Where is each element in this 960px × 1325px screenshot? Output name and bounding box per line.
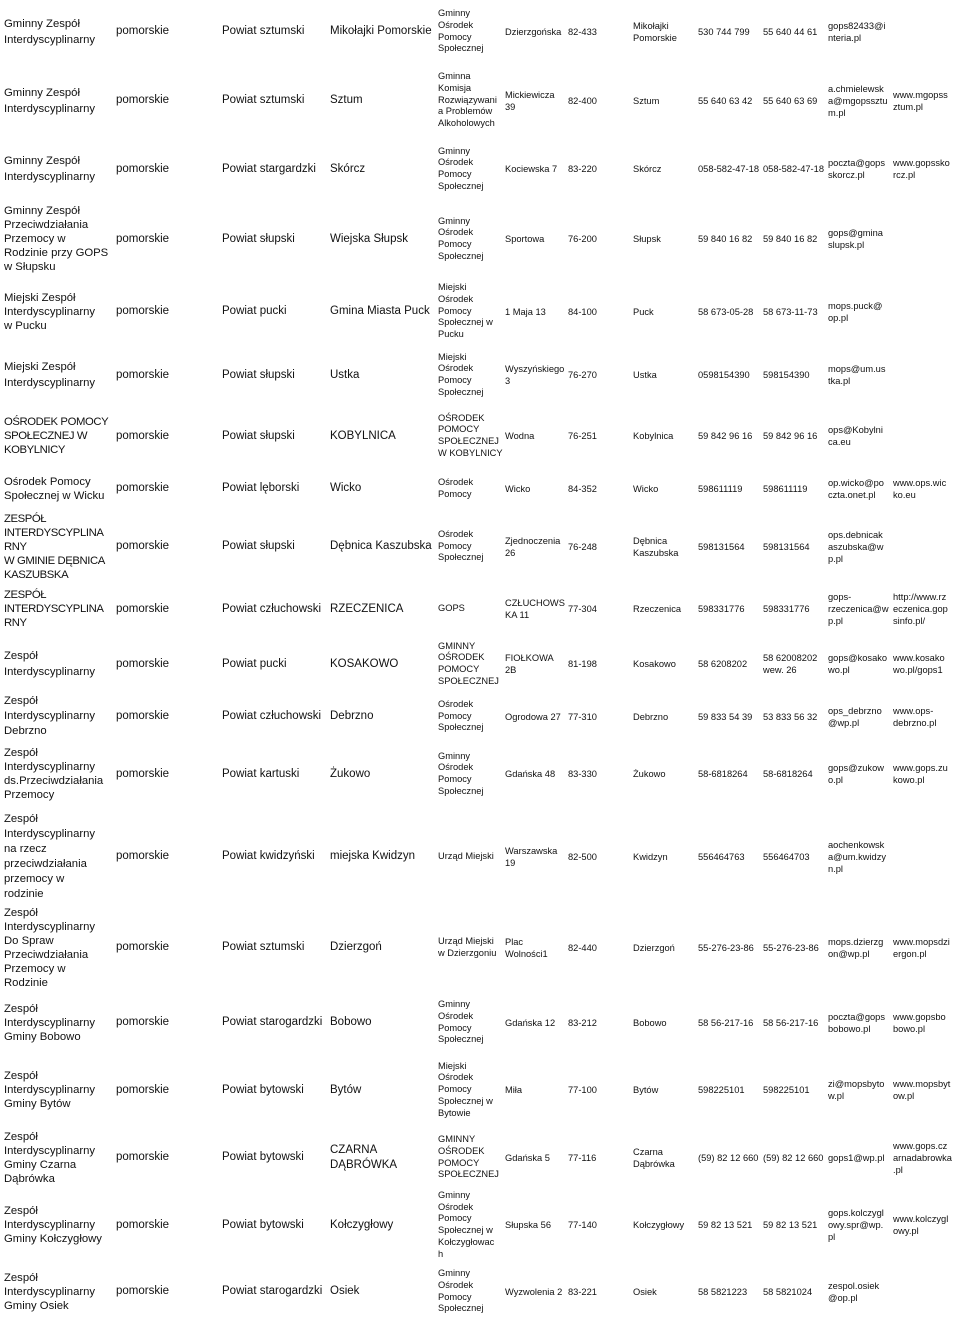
fax-cell: (59) 82 12 660: [763, 1152, 824, 1163]
postal-code-cell: 82-400: [568, 95, 597, 106]
institution-cell: Gminny Ośrodek Pomocy Społecznej w Kołczygłowac h: [438, 1190, 495, 1259]
voivodeship-cell: pomorskie: [116, 25, 170, 37]
phone-cell: 556464763: [698, 851, 745, 862]
phone-cell: 58 6208202: [698, 659, 748, 669]
email-cell: zi@mopsbyto w.pl: [828, 1079, 885, 1101]
city-cell: Dzierzgoń: [633, 942, 675, 953]
municipality-cell: Dzierzgoń: [330, 941, 382, 953]
municipality-cell: Ustka: [330, 368, 360, 381]
postal-code-cell: 76-251: [568, 431, 597, 441]
fax-cell: 598225101: [763, 1085, 810, 1095]
postal-code-cell: 83-330: [568, 769, 597, 779]
street-cell: 1 Maja 13: [505, 306, 546, 317]
street-cell: Mickiewicza 39: [505, 89, 555, 112]
fax-cell: 58 5821024: [763, 1286, 813, 1297]
email-cell: mops.puck@ op.pl: [828, 300, 883, 323]
fax-cell: 58 56-217-16: [763, 1017, 819, 1028]
email-cell: ops@Kobylni ca.eu: [828, 425, 883, 447]
county-cell: Powiat człuchowski: [222, 710, 322, 722]
voivodeship-cell: pomorskie: [116, 368, 170, 381]
city-cell: Żukowo: [633, 769, 666, 779]
phone-cell: 58 673-05-28: [698, 306, 754, 317]
website-cell: www.mopsbyt ow.pl: [893, 1079, 951, 1101]
voivodeship-cell: pomorskie: [116, 1151, 170, 1163]
org-name-cell: ZESPÓŁ INTERDYSCYPLINA RNY: [4, 589, 104, 629]
org-name-cell: Zespół Interdyscyplinarny Gminy Kołczygłowy: [4, 1205, 102, 1246]
street-cell: Plac Wolności1: [505, 936, 548, 959]
table-row: [0, 635, 960, 693]
county-cell: Powiat pucki: [222, 305, 287, 317]
table-row: [0, 345, 960, 405]
institution-cell: Miejski Ośrodek Pomocy Społecznej w Bytowie: [438, 1060, 493, 1118]
table-row: [0, 740, 960, 808]
email-cell: mops.dzierzg on@wp.pl: [828, 936, 884, 959]
municipality-cell: Wicko: [330, 482, 362, 494]
street-cell: Sportowa: [505, 234, 545, 244]
website-cell: www.gops.cz arnadabrowka .pl: [893, 1140, 952, 1175]
postal-code-cell: 77-304: [568, 604, 597, 614]
municipality-cell: Kołczygłowy: [330, 1218, 394, 1231]
org-name-cell: ZESPÓŁ INTERDYSCYPLINA RNY W GMINIE DĘBNICA KASZUBSKA: [4, 512, 105, 581]
institution-cell: OŚRODEK POMOCY SPOŁECZNEJ W KOBYLNICY: [438, 412, 503, 458]
website-cell: [893, 510, 960, 583]
fax-cell: 598154390: [763, 370, 810, 380]
county-cell: Powiat sztumski: [222, 25, 305, 37]
website-cell: www.gops.zu kowo.pl: [893, 763, 948, 785]
street-cell: Wicko: [505, 483, 531, 494]
phone-cell: 58 56-217-16: [698, 1017, 754, 1028]
email-cell: zespol.osiek @op.pl: [828, 1280, 880, 1303]
phone-cell: 598131564: [698, 541, 745, 552]
email-cell: aochenkowsk a@um.kwidzy n.pl: [828, 839, 887, 874]
county-cell: Powiat pucki: [222, 657, 287, 670]
table-row: [0, 510, 960, 583]
postal-code-cell: 76-200: [568, 234, 597, 244]
street-cell: Wyszyńskiego 3: [505, 364, 565, 386]
county-cell: Powiat słupski: [222, 232, 295, 245]
voivodeship-cell: pomorskie: [116, 767, 170, 780]
fax-cell: 59 82 13 521: [763, 1220, 818, 1231]
fax-cell: 598331776: [763, 604, 810, 614]
municipality-cell: KOSAKOWO: [330, 657, 399, 670]
phone-cell: 59 842 96 16: [698, 431, 753, 441]
table-row: [0, 905, 960, 990]
table-row: [0, 990, 960, 1055]
org-name-cell: Gminny Zespół Interdyscyplinarny: [4, 86, 96, 115]
email-cell: poczta@gops bobowo.pl: [828, 1011, 885, 1034]
org-name-cell: Zespół Interdyscyplinarny Gminy Czarna Dąbrówka: [4, 1130, 96, 1185]
city-cell: Dębnica Kaszubska: [633, 535, 679, 558]
table-row: [0, 467, 960, 510]
street-cell: Słupska 56: [505, 1220, 551, 1231]
table-row: [0, 200, 960, 278]
phone-cell: 55 640 63 42: [698, 95, 753, 106]
municipality-cell: Wiejska Słupsk: [330, 232, 408, 245]
fax-cell: 58 62008202 wew. 26: [763, 653, 818, 675]
municipality-cell: KOBYLNICA: [330, 429, 396, 442]
phone-cell: 59 82 13 521: [698, 1220, 753, 1231]
voivodeship-cell: pomorskie: [116, 1016, 170, 1028]
voivodeship-cell: pomorskie: [116, 162, 170, 175]
org-name-cell: Zespół Interdyscyplinarny Do Spraw Przeciwdziałania Przemocy w Rodzinie: [4, 906, 96, 989]
county-cell: Powiat starogardzki: [222, 1016, 323, 1028]
org-name-cell: Zespół Interdyscyplinarny Gminy Osiek: [4, 1271, 96, 1312]
org-name-cell: Zespół Interdyscyplinarny Gminy Bobowo: [4, 1002, 96, 1043]
website-cell: www.gopsbo bowo.pl: [893, 1011, 946, 1034]
email-cell: poczta@gops skorcz.pl: [828, 158, 885, 180]
table-row: [0, 0, 960, 63]
city-cell: Mikołajki Pomorskie: [633, 20, 677, 43]
street-cell: Wodna: [505, 431, 535, 441]
institution-cell: Gminny Ośrodek Pomocy Społecznej: [438, 1268, 484, 1314]
website-cell: [893, 200, 960, 278]
institution-cell: Miejski Ośrodek Pomocy Społecznej w Pucku: [438, 282, 493, 340]
street-cell: Zjednoczenia 26: [505, 535, 561, 558]
municipality-cell: Bytów: [330, 1083, 362, 1096]
website-cell: www.ops.wic ko.eu: [893, 477, 947, 500]
city-cell: Kołczygłowy: [633, 1220, 685, 1231]
email-cell: mops@um.us tka.pl: [828, 364, 886, 386]
city-cell: Skórcz: [633, 164, 662, 174]
voivodeship-cell: pomorskie: [116, 482, 170, 494]
institution-cell: Gminny Ośrodek Pomocy Społecznej: [438, 215, 484, 261]
table-row: [0, 1258, 960, 1325]
table-row: [0, 63, 960, 138]
voivodeship-cell: pomorskie: [116, 941, 170, 953]
postal-code-cell: 76-270: [568, 370, 597, 380]
org-name-cell: Zespół Interdyscyplinarny Debrzno: [4, 695, 96, 737]
table-row: [0, 1125, 960, 1190]
email-cell: gops82433@i nteria.pl: [828, 20, 886, 43]
org-name-cell: OŚRODEK POMOCY SPOŁECZNEJ W KOBYLNICY: [4, 416, 109, 456]
postal-code-cell: 82-440: [568, 942, 597, 953]
institution-cell: Gminna Komisja Rozwiązywani a Problemów Alkoholowych: [438, 71, 497, 129]
table-row: [0, 1190, 960, 1258]
county-cell: Powiat słupski: [222, 368, 295, 381]
org-name-cell: Miejski Zespół Interdyscyplinarny: [4, 361, 96, 389]
city-cell: Czarna Dąbrówka: [633, 1146, 675, 1169]
county-cell: Powiat bytowski: [222, 1151, 304, 1163]
street-cell: Gdańska 5: [505, 1152, 550, 1163]
email-cell: gops@kosako wo.pl: [828, 653, 888, 675]
institution-cell: Gminny Ośrodek Pomocy Społecznej: [438, 8, 484, 54]
institution-cell: GMINNY OŚRODEK POMOCY SPOŁECZNEJ: [438, 1134, 499, 1180]
phone-cell: 598611119: [698, 483, 743, 494]
postal-code-cell: 77-140: [568, 1220, 597, 1231]
voivodeship-cell: pomorskie: [116, 540, 170, 552]
voivodeship-cell: pomorskie: [116, 429, 170, 442]
postal-code-cell: 82-433: [568, 26, 597, 37]
municipality-cell: Bobowo: [330, 1016, 372, 1028]
postal-code-cell: 77-116: [568, 1152, 597, 1163]
fax-cell: 058-582-47-18: [763, 164, 824, 174]
street-cell: Gdańska 48: [505, 769, 556, 779]
website-cell: www.kolczygl owy.pl: [893, 1214, 949, 1237]
email-cell: ops.debnicak aszubska@w p.pl: [828, 529, 884, 564]
website-cell: [893, 345, 960, 405]
phone-cell: 55-276-23-86: [698, 942, 754, 953]
municipality-cell: Mikołajki Pomorskie: [330, 25, 432, 37]
email-cell: gops@zukow o.pl: [828, 763, 884, 785]
org-name-cell: Ośrodek Pomocy Społecznej w Wicku: [4, 475, 105, 502]
street-cell: Dzierzgońska: [505, 26, 562, 37]
fax-cell: 55-276-23-86: [763, 942, 819, 953]
institution-cell: GOPS: [438, 603, 465, 614]
email-cell: ops_debrzno @wp.pl: [828, 705, 882, 728]
street-cell: Warszawska 19: [505, 845, 558, 868]
postal-code-cell: 76-248: [568, 541, 597, 552]
voivodeship-cell: pomorskie: [116, 850, 170, 862]
org-name-cell: Zespół Interdyscyplinarny: [4, 650, 96, 678]
street-cell: Wyzwolenia 2: [505, 1286, 563, 1297]
table-row: [0, 138, 960, 200]
email-cell: gops.kolczygl owy.spr@wp. pl: [828, 1208, 884, 1243]
municipality-cell: CZARNA DĄBRÓWKA: [330, 1143, 398, 1171]
institution-cell: Urząd Miejski w Dzierzgoniu: [438, 935, 497, 958]
postal-code-cell: 77-100: [568, 1085, 597, 1095]
county-cell: Powiat słupski: [222, 429, 295, 442]
street-cell: CZŁUCHOWS KA 11: [505, 598, 565, 620]
postal-code-cell: 83-221: [568, 1286, 597, 1297]
municipality-cell: miejska Kwidzyn: [330, 850, 415, 862]
voivodeship-cell: pomorskie: [116, 657, 170, 670]
fax-cell: 58-6818264: [763, 769, 813, 779]
municipality-cell: Dębnica Kaszubska: [330, 540, 432, 552]
county-cell: Powiat sztumski: [222, 941, 305, 953]
postal-code-cell: 82-500: [568, 851, 597, 862]
postal-code-cell: 83-212: [568, 1017, 597, 1028]
email-cell: gops1@wp.pl: [828, 1152, 885, 1163]
website-cell: [893, 0, 960, 63]
website-cell: [893, 808, 960, 905]
municipality-cell: Debrzno: [330, 710, 374, 722]
county-cell: Powiat stargardzki: [222, 162, 316, 175]
municipality-cell: Sztum: [330, 94, 363, 106]
city-cell: Osiek: [633, 1286, 657, 1297]
fax-cell: 598131564: [763, 541, 810, 552]
postal-code-cell: 81-198: [568, 659, 597, 669]
org-name-cell: Zespół Interdyscyplinarny na rzecz przeciwdziałania przemocy w rodzinie: [4, 812, 96, 900]
fax-cell: 53 833 56 32: [763, 711, 818, 722]
institution-cell: Gminny Ośrodek Pomocy Społecznej: [438, 999, 484, 1045]
fax-cell: 59 842 96 16: [763, 431, 818, 441]
email-cell: op.wicko@po czta.onet.pl: [828, 477, 884, 500]
org-name-cell: Gminny Zespół Interdyscyplinarny: [4, 155, 96, 183]
fax-cell: 58 673-11-73: [763, 306, 818, 317]
voivodeship-cell: pomorskie: [116, 602, 170, 615]
municipality-cell: Żukowo: [330, 767, 371, 780]
phone-cell: 530 744 799: [698, 26, 750, 37]
website-cell: www.mopsdzi ergon.pl: [893, 936, 950, 959]
county-cell: Powiat lęborski: [222, 482, 300, 494]
institution-cell: Ośrodek Pomocy Społecznej: [438, 528, 484, 563]
county-cell: Powiat kartuski: [222, 767, 300, 780]
website-cell: www.mgopss ztum.pl: [893, 89, 948, 112]
voivodeship-cell: pomorskie: [116, 94, 170, 106]
table-row: [0, 693, 960, 740]
voivodeship-cell: pomorskie: [116, 1218, 170, 1231]
phone-cell: 59 840 16 82: [698, 234, 753, 244]
county-cell: Powiat człuchowski: [222, 602, 322, 615]
website-cell: [893, 1258, 960, 1325]
institution-cell: Gminny Ośrodek Pomocy Społecznej: [438, 750, 484, 796]
phone-cell: 58 5821223: [698, 1286, 748, 1297]
table-row: [0, 405, 960, 467]
street-cell: Gdańska 12: [505, 1017, 556, 1028]
website-cell: www.ops- debrzno.pl: [893, 705, 937, 728]
fax-cell: 598611119: [763, 483, 808, 494]
county-cell: Powiat bytowski: [222, 1218, 304, 1231]
org-name-cell: Miejski Zespół Interdyscyplinarny w Pucku: [4, 291, 96, 332]
municipality-cell: Osiek: [330, 1285, 360, 1297]
postal-code-cell: 77-310: [568, 711, 597, 722]
city-cell: Kobylnica: [633, 431, 674, 441]
city-cell: Słupsk: [633, 234, 661, 244]
street-cell: Ogrodowa 27: [505, 711, 561, 722]
website-cell: [893, 405, 960, 467]
org-name-cell: Zespół Interdyscyplinarny Gminy Bytów: [4, 1070, 96, 1110]
voivodeship-cell: pomorskie: [116, 1083, 170, 1096]
phone-cell: 058-582-47-18: [698, 164, 759, 174]
municipality-cell: RZECZENICA: [330, 602, 404, 615]
street-cell: FIOŁKOWA 2B: [505, 653, 554, 675]
voivodeship-cell: pomorskie: [116, 1285, 170, 1297]
city-cell: Bobowo: [633, 1017, 667, 1028]
institution-cell: Ośrodek Pomocy: [438, 476, 474, 499]
website-cell: http://www.rz eczenica.gop sinfo.pl/: [893, 592, 948, 626]
phone-cell: 58-6818264: [698, 769, 748, 779]
voivodeship-cell: pomorskie: [116, 710, 170, 722]
fax-cell: 55 640 63 69: [763, 95, 818, 106]
institution-cell: GMINNY OŚRODEK POMOCY SPOŁECZNEJ: [438, 640, 499, 686]
postal-code-cell: 83-220: [568, 164, 597, 174]
postal-code-cell: 84-352: [568, 483, 597, 494]
website-cell: [893, 278, 960, 345]
municipality-cell: Skórcz: [330, 162, 366, 175]
institution-cell: Gminny Ośrodek Pomocy Społecznej: [438, 145, 484, 191]
county-cell: Powiat starogardzki: [222, 1285, 323, 1297]
table-row: [0, 1055, 960, 1125]
voivodeship-cell: pomorskie: [116, 305, 170, 317]
city-cell: Kwidzyn: [633, 851, 668, 862]
municipality-cell: Gmina Miasta Puck: [330, 305, 430, 317]
city-cell: Rzeczenica: [633, 604, 682, 614]
city-cell: Bytów: [633, 1085, 659, 1095]
institution-cell: Urząd Miejski: [438, 850, 494, 861]
phone-cell: 59 833 54 39: [698, 711, 753, 722]
county-cell: Powiat kwidzyński: [222, 850, 315, 862]
street-cell: Miła: [505, 1085, 523, 1095]
phone-cell: (59) 82 12 660: [698, 1152, 759, 1163]
table-row: [0, 808, 960, 905]
email-cell: gops@gmina slupsk.pl: [828, 228, 883, 250]
org-name-cell: Gminny Zespół Interdyscyplinarny: [4, 17, 96, 46]
voivodeship-cell: pomorskie: [116, 232, 170, 245]
city-cell: Puck: [633, 306, 654, 317]
fax-cell: 59 840 16 82: [763, 234, 818, 244]
street-cell: Kociewska 7: [505, 164, 558, 174]
county-cell: Powiat słupski: [222, 540, 295, 552]
fax-cell: 55 640 44 61: [763, 26, 818, 37]
website-cell: www.kosako wo.pl/gops1: [893, 653, 945, 675]
county-cell: Powiat bytowski: [222, 1083, 304, 1096]
table-row: [0, 583, 960, 635]
org-name-cell: Zespół Interdyscyplinarny ds.Przeciwdziałania Przemocy: [4, 747, 104, 801]
phone-cell: 0598154390: [698, 370, 750, 380]
fax-cell: 556464703: [763, 851, 810, 862]
city-cell: Debrzno: [633, 711, 669, 722]
institution-cell: Ośrodek Pomocy Społecznej: [438, 698, 484, 733]
email-cell: gops- rzeczenica@w p.pl: [828, 592, 889, 626]
website-cell: www.gopssko rcz.pl: [893, 158, 950, 180]
email-cell: a.chmielewsk a@mgopssztu m.pl: [828, 83, 888, 118]
postal-code-cell: 84-100: [568, 306, 597, 317]
city-cell: Kosakowo: [633, 659, 676, 669]
city-cell: Sztum: [633, 95, 660, 106]
city-cell: Wicko: [633, 483, 659, 494]
phone-cell: 598331776: [698, 604, 745, 614]
county-cell: Powiat sztumski: [222, 94, 305, 106]
institution-cell: Miejski Ośrodek Pomocy Społecznej: [438, 351, 484, 397]
phone-cell: 598225101: [698, 1085, 745, 1095]
org-name-cell: Gminny Zespół Przeciwdziałania Przemocy w Rodzinie przy GOPS w Słupsku: [4, 205, 109, 273]
city-cell: Ustka: [633, 370, 657, 380]
table-row: [0, 278, 960, 345]
